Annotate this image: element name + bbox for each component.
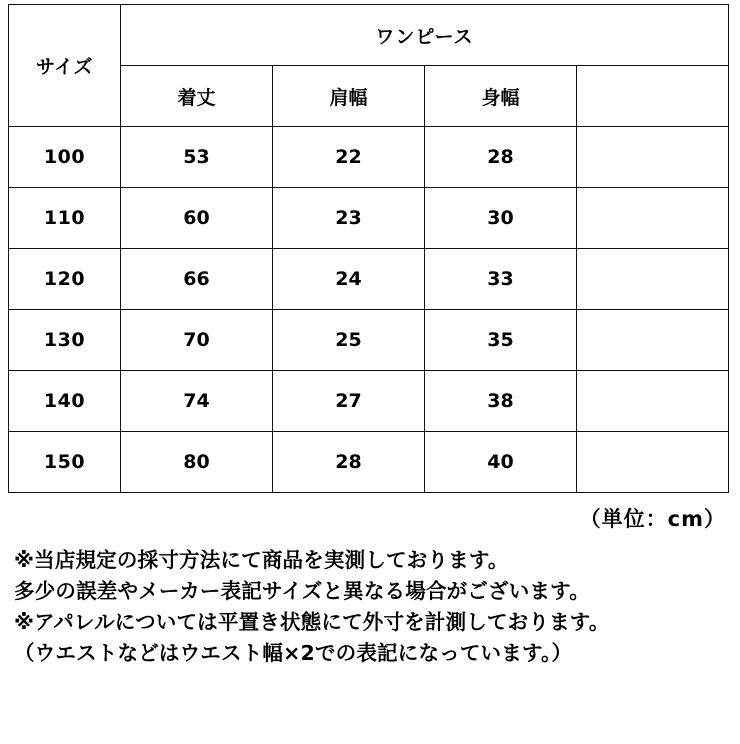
row-120-value-3 <box>577 249 729 310</box>
row-100-value-2: 28 <box>425 127 577 188</box>
row-110-value-2: 30 <box>425 188 577 249</box>
unit-label: （単位：cm） <box>579 507 726 531</box>
table-row <box>9 188 729 249</box>
note-line-1: ※当店規定の採寸方法にて商品を実測しております。 <box>14 548 509 572</box>
row-100-value-3 <box>577 127 729 188</box>
row-140-value-2: 38 <box>425 371 577 432</box>
row-150-value-3 <box>577 432 729 493</box>
header-sub-1: 肩幅 <box>273 66 425 127</box>
row-size-120: 120 <box>9 249 121 310</box>
row-size-130: 130 <box>9 310 121 371</box>
note-line-4: （ウエストなどはウエスト幅×2での表記になっています。） <box>14 641 573 666</box>
row-size-140: 140 <box>9 371 121 432</box>
row-120-value-1: 24 <box>273 249 425 310</box>
header-sub-3 <box>577 66 729 127</box>
table-row <box>9 371 729 432</box>
row-size-150: 150 <box>9 432 121 493</box>
row-150-value-0: 80 <box>121 432 273 493</box>
row-120-value-0: 66 <box>121 249 273 310</box>
table-header-row-group <box>9 5 729 66</box>
size-table <box>8 4 729 493</box>
row-110-value-3 <box>577 188 729 249</box>
row-100-value-1: 22 <box>273 127 425 188</box>
size-chart-page <box>0 4 740 744</box>
row-110-value-0: 60 <box>121 188 273 249</box>
row-110-value-1: 23 <box>273 188 425 249</box>
notes-block <box>14 545 740 670</box>
row-150-value-1: 28 <box>273 432 425 493</box>
row-130-value-1: 25 <box>273 310 425 371</box>
row-130-value-3 <box>577 310 729 371</box>
row-140-value-1: 27 <box>273 371 425 432</box>
row-130-value-2: 35 <box>425 310 577 371</box>
row-size-100: 100 <box>9 127 121 188</box>
note-line-3: ※アパレルについては平置き状態にて外寸を計測しております。 <box>14 610 610 635</box>
header-sub-2: 身幅 <box>425 66 577 127</box>
row-140-value-0: 74 <box>121 371 273 432</box>
header-group-label: ワンピース <box>121 5 729 66</box>
table-row <box>9 310 729 371</box>
table-row <box>9 127 729 188</box>
row-130-value-0: 70 <box>121 310 273 371</box>
header-sub-0: 着丈 <box>121 66 273 127</box>
table-row <box>9 432 729 493</box>
row-size-110: 110 <box>9 188 121 249</box>
row-140-value-3 <box>577 371 729 432</box>
row-150-value-2: 40 <box>425 432 577 493</box>
note-line-2: 多少の誤差やメーカー表記サイズと異なる場合がございます。 <box>14 579 590 604</box>
row-100-value-0: 53 <box>121 127 273 188</box>
table-row <box>9 249 729 310</box>
header-size-label: サイズ <box>9 5 121 127</box>
row-120-value-2: 33 <box>425 249 577 310</box>
